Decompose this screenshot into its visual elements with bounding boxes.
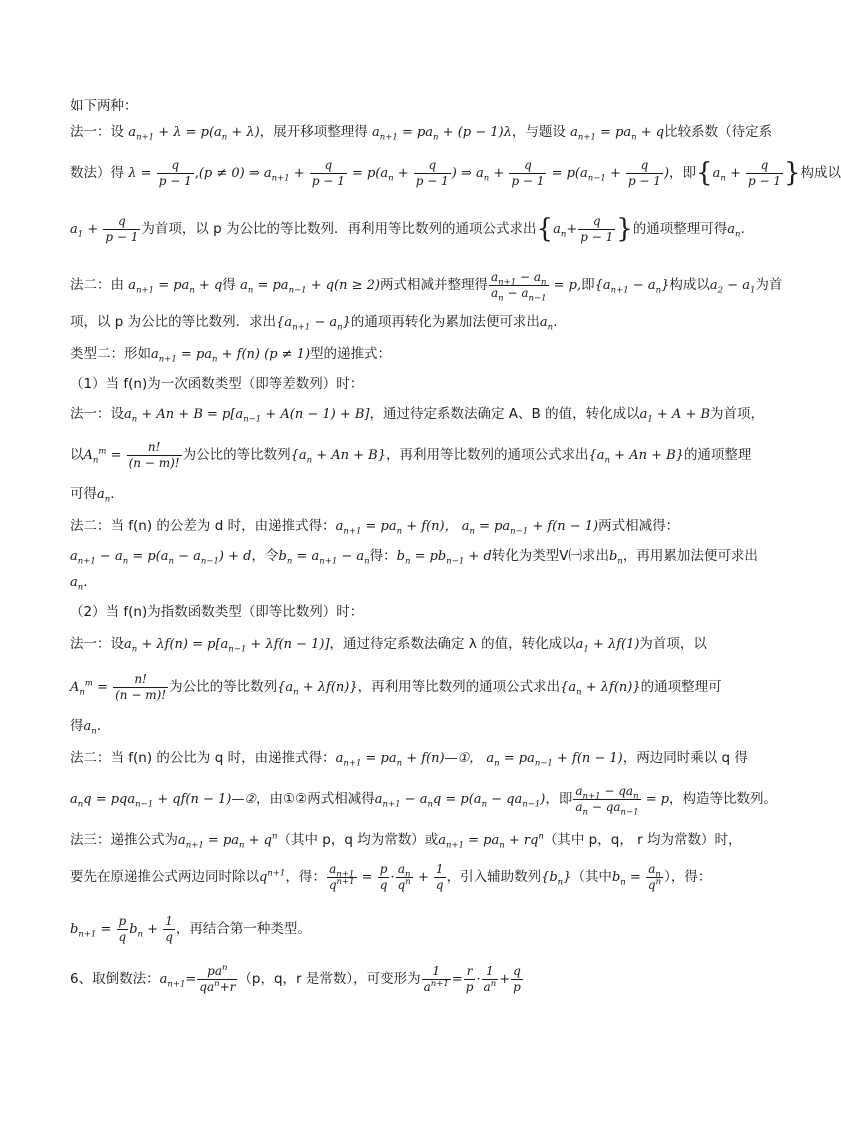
formula: $a_{n+1} = pa_n + rq^n$ — [438, 831, 544, 851]
text-line: $a_1$ + $\frac{q}{p - 1}$ 为首项，以 p 为公比的等比数列．再利用等比数列的通项公式求出{$a_n+$ $\frac{q}{p - 1}$ }的通项整理可得$a_n$. — [70, 214, 745, 244]
text: 构成以 — [669, 277, 710, 293]
formula: $A_n^m$ = $\frac{n!}{(n - m)!}$ — [83, 440, 180, 470]
text: 的通项再转化为累加法便可求出 — [350, 314, 540, 330]
formula: $a_1 + \lambda f(1)$ — [575, 637, 640, 655]
text: ），得： — [664, 869, 712, 885]
formula: $A_n^m$ = $\frac{n!}{(n - m)!}$ — [70, 672, 167, 702]
text: 法二：由 — [70, 277, 129, 293]
text-line: 数法）得 λ = $\frac{q}{p - 1}$ ,(p ≠ 0) ⇒ $a_{n+1}$ + $\frac{q}{p - 1}$ = $p(a_n$ + $\frac{q}{p - 1}$ ) ⇒ $a_n$ + $\frac{q}{p - 1}$ = $p(a_{n-1}$ + $\frac{q}{p - 1}$ )，即{$a_n$ + $\frac{q}{p - 1}$ }构成以 — [70, 158, 841, 188]
text-line: 法二：当 f(n) 的公比为 q 时，由递推式得：$a_{n+1} = pa_n$ + f(n)—①， $a_n = pa_{n-1} + f(n - 1)$，两边同时乘以 q 得 — [70, 750, 748, 769]
text-line — [70, 634, 730, 655]
text: 法一：设 — [70, 636, 124, 652]
formula: $a_1$ + $\frac{q}{p - 1}$ — [70, 214, 139, 244]
formula: $b_n$ = $\frac{a_n}{q^n}$ — [611, 862, 662, 892]
text: 构成以 — [800, 165, 841, 181]
text: 型的递推式： — [310, 346, 392, 362]
text: （其中 p，q 均为常数）或 — [277, 832, 439, 848]
text: ，得： — [285, 869, 326, 885]
formula: $a_{n+1} = pa_n + (p - 1)\lambda$ — [372, 125, 512, 143]
text: 项，以 p 为公比的等比数列．求出 — [70, 314, 277, 330]
text: 为公比的等比数列 — [182, 447, 291, 463]
formula: $a_n$ — [539, 315, 554, 333]
formula: $a_n$ — [727, 222, 741, 240]
text: ，再利用等比数列的通项公式求出 — [357, 679, 561, 695]
text-line — [70, 96, 730, 116]
formula: $a_{n+1}=$ $\frac{pa^n}{qa^n+r}$ — [159, 963, 236, 994]
formula: $a_n + \lambda f(n) = p[a_{n-1} + \lambda f(n - 1)]$ — [124, 637, 330, 655]
formula: $a_{n+1} = pa_n + q^n$ — [178, 831, 278, 851]
formula: $a_nq = pqa_{n-1} + qf(n$ − 1)—② — [70, 792, 257, 810]
formula: $\frac{a_{n+1}}{q^{n+1}}$ = $\frac{p}{q}$ · $\frac{a_n}{q^n}$ + $\frac{1}{q}$ — [328, 862, 444, 892]
text: 得： — [369, 548, 397, 564]
text-line: 得$a_n$. — [70, 718, 102, 737]
subheading: （2）当 f(n)为指数函数类型（即等比数列）时： — [70, 604, 364, 620]
formula: $a_n$ — [97, 487, 111, 505]
formula: $a_{n+1} - a_n = p(a_n - a_{n-1}) + d$ — [70, 549, 252, 567]
text: 法一：设 — [70, 406, 124, 422]
text: 得 — [70, 718, 84, 734]
formula: $a_n$ — [83, 719, 97, 737]
formula: $a_{n+1} = pa_n + f(n) (p \ne 1)$ — [151, 347, 311, 365]
subheading: （1）当 f(n)为一次函数类型（即等差数列）时： — [70, 376, 364, 392]
formula: $a_n$ + $\frac{q}{p - 1}$ — [712, 158, 781, 188]
text: 为首 — [755, 277, 783, 293]
formula: $q^{n+1}$ — [259, 868, 286, 885]
text: ，展开移项整理得 — [259, 124, 373, 140]
text-line — [70, 964, 730, 995]
text: 的通项整理可得 — [632, 221, 728, 237]
text: ，通过待定系数法确定 λ 的值，转化成以 — [329, 636, 576, 652]
text: 数法）得 — [70, 165, 129, 181]
text: ，即 — [545, 791, 573, 807]
text-line — [70, 914, 730, 945]
formula: $b_{n+1}$ = $\frac{p}{q}$ $b_n$ + $\frac{1}{q}$ — [70, 914, 173, 944]
text-line: 可得$a_n$. — [70, 486, 115, 505]
text: ，即 — [669, 165, 697, 181]
formula: $a_n+$ $\frac{q}{p - 1}$ — [553, 214, 614, 244]
text: ，再用累加法便可求出 — [622, 548, 758, 564]
text-line: 法二：由 $a_{n+1} = pa_n + q$得 $a_n = pa_{n-1} + q(n \ge 2)$两式相减并整理得 $\frac{a_{n+1} - a_n}{a_n - a_{n-1}}$ = p,即$\{a_{n+1} - a_n\}$构成以$a_2 - a_1$为首 — [70, 270, 783, 304]
text: 两边同时乘以 q 得 — [636, 750, 748, 766]
formula: $\{a_{n+1} - a_n\}$ — [276, 315, 351, 333]
text: 两式相减得： — [598, 518, 680, 534]
formula: $a_{n+1} + \lambda = p(a_n + \lambda)$ — [128, 125, 260, 143]
intro-text: 如下两种： — [70, 98, 138, 114]
text: 的通项整理 — [683, 447, 752, 463]
formula: $\frac{a_{n+1} - a_n}{a_n - a_{n-1}}$ = p, — [491, 270, 582, 304]
formula: $\frac{1}{a^{n+1}}$ = $\frac{r}{p}$ · $\frac{1}{a^n}$ + $\frac{q}{p}$ — [423, 964, 521, 994]
text: 为公比的等比数列 — [169, 679, 278, 695]
formula: $a_{n+1} = pa_n + f(n)$， $a_n = pa_{n-1} + f(n - 1)$ — [335, 519, 599, 537]
text-line — [70, 344, 730, 365]
text: 法三：递推公式为 — [70, 832, 178, 848]
text: ，由①②两式相减得 — [256, 791, 375, 807]
formula: $\{a_n + \lambda f(n)\}$ — [560, 680, 641, 698]
text: ，构造等比数列。 — [669, 791, 778, 807]
text: 可得 — [70, 486, 97, 502]
formula: $a_{n+1} - a_nq = p(a_n - qa_{n-1})$ — [374, 792, 546, 810]
text-line — [70, 122, 773, 143]
formula: $\frac{a_{n+1} - qa_n}{a_n - qa_{n-1}}$ = p — [575, 784, 670, 818]
text: ，与题设 — [511, 124, 571, 140]
text: （其中 — [571, 869, 612, 885]
formula: $a_{n+1} = pa_n + q$ — [570, 125, 665, 143]
formula: $a_n = pa_{n-1} + q(n \ge 2)$ — [240, 278, 381, 296]
text-line — [70, 546, 758, 567]
text: 为首项，以 — [639, 636, 707, 652]
text: 两式相减并整理得 — [380, 277, 489, 293]
text: （其中 p，q， r 均为常数）时， — [543, 832, 742, 848]
text: ，再利用等比数列的通项公式求出 — [386, 447, 589, 463]
text: 类型二：形如 — [70, 346, 151, 362]
formula: $a_{n+1} = pa_n$ + f(n)—①， $a_n = pa_{n-1} + f(n - 1)$ — [335, 751, 623, 769]
text-line — [70, 374, 730, 394]
text-line: $a_n$. — [70, 574, 88, 593]
formula: $a_n$ — [70, 575, 84, 593]
text: 法二：当 f(n) 的公比为 q 时，由递推式得： — [70, 750, 336, 766]
formula: $b_n$ — [609, 549, 623, 567]
text: 比较系数（待定系 — [664, 124, 773, 140]
heading-6: 6、取倒数法： — [70, 971, 160, 987]
text-line — [70, 830, 742, 851]
text: 转化为类型Ⅴ㈠求出 — [491, 548, 610, 564]
text-line — [70, 672, 730, 703]
text: 法一：设 — [70, 124, 129, 140]
formula: $a_n + An + B = p[a_{n-1} + A(n - 1) + B]$ — [124, 407, 370, 425]
text: 法二：当 f(n) 的公差为 d 时，由递推式得： — [70, 518, 336, 534]
text: ，引入辅助数列 — [446, 869, 542, 885]
formula: $\{b_n\}$ — [541, 870, 572, 888]
text: 为首项，以 p 为公比的等比数列．再利用等比数列的通项公式求出 — [141, 221, 537, 237]
text-line — [70, 862, 730, 893]
formula: $b_n = a_{n+1} - a_n$ — [278, 549, 370, 567]
text: ，再结合第一种类型。 — [175, 921, 311, 937]
text: （p，q，r 是常数），可变形为 — [238, 971, 421, 987]
text: 为首项， — [710, 406, 765, 422]
formula: $a_{n+1} = pa_n + q$ — [128, 278, 223, 296]
formula: $a_2 - a_1$ — [709, 278, 756, 296]
formula: $b_n = pb_{n-1} + d$ — [396, 549, 492, 567]
text: 要先在原递推公式两边同时除以 — [70, 869, 259, 885]
text-line — [70, 516, 730, 537]
text-line — [70, 404, 765, 425]
formula: $a_1 + A + B$ — [639, 407, 711, 425]
formula: $\{a_n + \lambda f(n)\}$ — [277, 680, 358, 698]
text: 以 — [70, 447, 84, 463]
text-line: 项，以 p 为公比的等比数列．求出$\{a_{n+1} - a_n\}$的通项再转化为累加法便可求出$a_n$. — [70, 314, 558, 333]
formula: $\{a_{n+1} - a_n\}$ — [594, 278, 670, 296]
text: ，通过待定系数法确定 A、B 的值，转化成以 — [369, 406, 640, 422]
text: 的通项整理可 — [640, 679, 722, 695]
text-line — [70, 784, 778, 818]
formula: λ = $\frac{q}{p - 1}$ ,(p ≠ 0) ⇒ $a_{n+1}$ + $\frac{q}{p - 1}$ = $p(a_n$ + $\frac{q}{p - 1}$ ) ⇒ $a_n$ + $\frac{q}{p - 1}$ = $p(a_{n-1}$ + $\frac{q}{p - 1}$ ) — [128, 158, 670, 188]
text-line — [70, 440, 752, 471]
text-line — [70, 602, 730, 622]
formula: $\{a_n + An + B\}$ — [290, 448, 387, 466]
text: ，令 — [251, 548, 279, 564]
text: 得 — [222, 277, 241, 293]
formula: $\{a_n + An + B\}$ — [588, 448, 684, 466]
